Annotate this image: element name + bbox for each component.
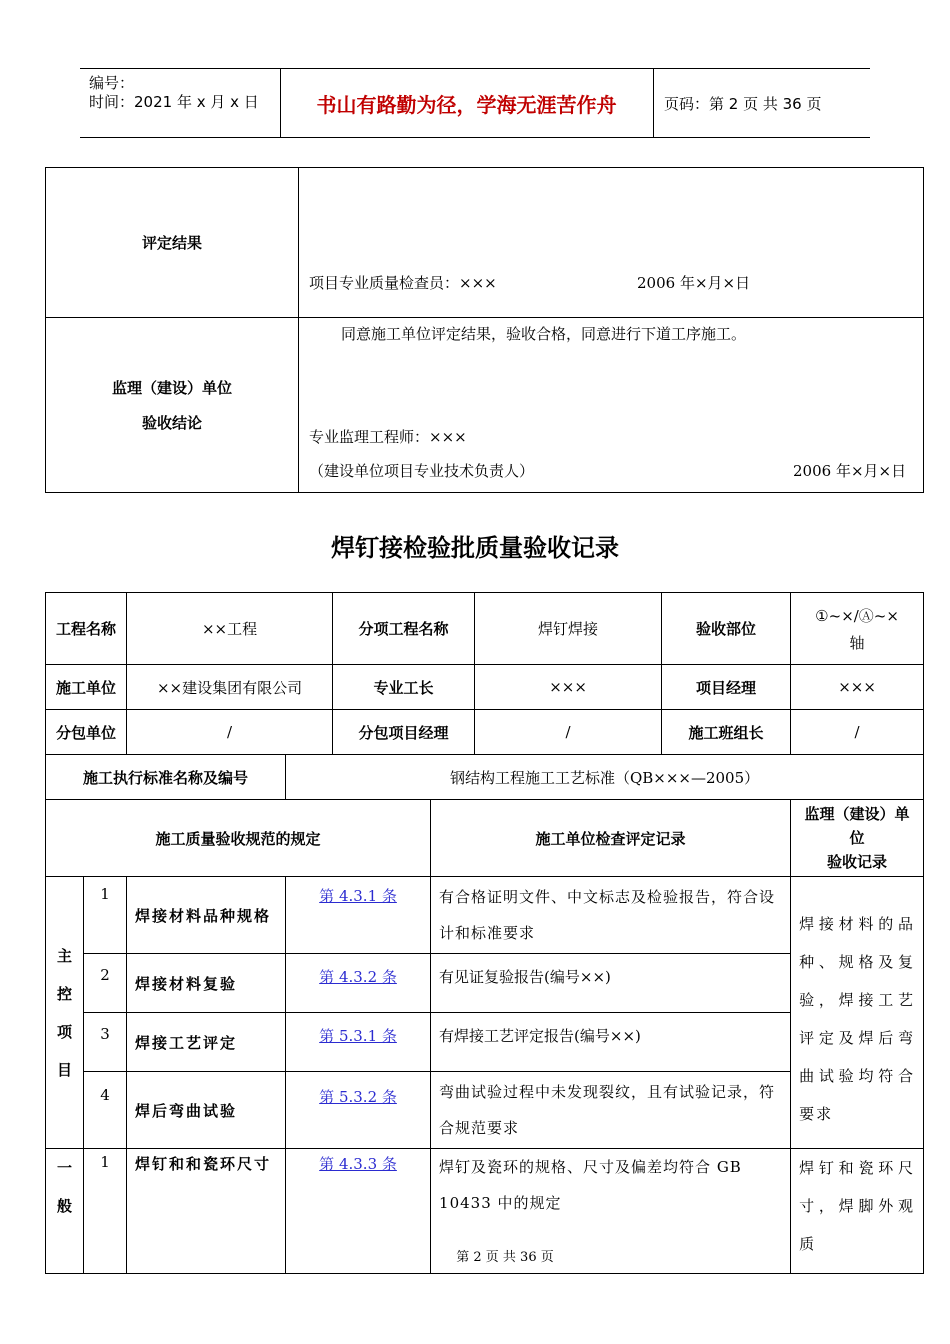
supervision-text: 同意施工单位评定结果，验收合格，同意进行下道工序施工。 [341, 325, 747, 343]
foreman-label: 专业工长 [333, 665, 475, 710]
clause-link[interactable]: 第 4.3.2 条 [319, 968, 397, 986]
main-control-char: 控 [56, 984, 72, 1003]
item-record: 有合格证明文件、中文标志及检验报告，符合设计和标准要求 [431, 877, 791, 954]
supervision-label-line1: 监理（建设）单位 [111, 379, 232, 397]
col-supervision-line1: 监理（建设）单 [804, 805, 910, 823]
col-contractor-record: 施工单位检查评定记录 [431, 800, 791, 877]
accept-part [791, 593, 924, 665]
inspector-line: 项目专业质量检查员：××× [309, 274, 497, 292]
col-supervision-line2: 位 [849, 829, 865, 847]
header-left-cell [80, 69, 281, 137]
item-no: 3 [84, 1013, 127, 1072]
item-no: 1 [84, 1149, 127, 1274]
time-label: 时间：2021 年 x 月 x 日 [89, 93, 259, 111]
project-name: ××工程 [127, 593, 333, 665]
standard: 钢结构工程施工工艺标准（QB×××—2005） [286, 755, 924, 800]
owner-date: 2006 年×月×日 [793, 462, 907, 480]
item-name: 焊钉和和瓷环尺寸 [127, 1149, 286, 1274]
item-no: 1 [84, 877, 127, 954]
page-footer: 第 2 页 共 36 页 [456, 1250, 554, 1265]
team-leader: / [791, 710, 924, 755]
item-record: 焊钉及瓷环的规格、尺寸及偏差均符合 GB 10433 中的规定 [431, 1149, 791, 1274]
item-clause[interactable] [286, 954, 431, 1013]
item-no: 4 [84, 1072, 127, 1149]
item-name: 焊后弯曲试验 [127, 1072, 286, 1149]
pm-label: 项目经理 [662, 665, 791, 710]
item-record: 有焊接工艺评定报告(编号××) [431, 1013, 791, 1072]
pm: ××× [791, 665, 924, 710]
project-name-label: 工程名称 [46, 593, 127, 665]
inspector-date: 2006 年×月×日 [637, 274, 751, 292]
result-label-text: 评定结果 [141, 234, 202, 252]
table-row [46, 877, 924, 954]
accept-part-label: 验收部位 [662, 593, 791, 665]
item-record: 弯曲试验过程中未发现裂纹，且有试验记录，符合规范要求 [431, 1072, 791, 1149]
result-label [46, 168, 299, 318]
clause-link[interactable]: 第 5.3.2 条 [319, 1088, 397, 1106]
sub-project-label: 分项工程名称 [333, 593, 475, 665]
page-info: 页码：第 2 页 共 36 页 [664, 94, 822, 113]
page-header [80, 68, 870, 138]
result-content [299, 168, 924, 318]
supervision-label-line2: 验收结论 [141, 414, 202, 432]
clause-link[interactable]: 第 4.3.1 条 [319, 887, 397, 905]
item-clause[interactable] [286, 1013, 431, 1072]
main-control-label [46, 877, 84, 1149]
accept-part-line1: ①~×/Ⓐ~× [815, 606, 899, 625]
motto: 书山有路勤为径，学海无涯苦作舟 [280, 69, 654, 137]
owner-line: （建设单位项目专业技术负责人） [309, 462, 535, 480]
contractor-label: 施工单位 [46, 665, 127, 710]
item-name: 焊接材料品种规格 [127, 877, 286, 954]
main-control-char: 主 [56, 946, 72, 965]
standard-label: 施工执行标准名称及编号 [46, 755, 286, 800]
evaluation-table [45, 167, 924, 493]
col-supervision-line3: 验收记录 [827, 853, 888, 871]
main-supervision-record: 焊接材料的品种、规格及复验，焊接工艺评定及焊后弯曲试验均符合要求 [791, 877, 924, 1149]
item-clause[interactable] [286, 1072, 431, 1149]
supervision-label [46, 318, 299, 493]
item-clause[interactable] [286, 877, 431, 954]
item-no: 2 [84, 954, 127, 1013]
subcontractor: / [127, 710, 333, 755]
sub-project: 焊钉焊接 [475, 593, 662, 665]
clause-link[interactable]: 第 5.3.1 条 [319, 1027, 397, 1045]
item-name: 焊接材料复验 [127, 954, 286, 1013]
supervision-content [299, 318, 924, 493]
sub-pm-label: 分包项目经理 [333, 710, 475, 755]
team-leader-label: 施工班组长 [662, 710, 791, 755]
item-record: 有见证复验报告(编号××) [431, 954, 791, 1013]
sub-pm: / [475, 710, 662, 755]
main-control-char: 项 [56, 1022, 72, 1041]
main-control-char: 目 [56, 1060, 72, 1079]
clause-link[interactable]: 第 4.3.3 条 [319, 1155, 397, 1173]
record-title: 焊钉接检验批质量验收记录 [331, 534, 619, 562]
general-supervision-record: 焊钉和瓷环尺寸，焊脚外观质 [791, 1149, 924, 1274]
number-label: 编号： [89, 74, 135, 92]
subcontractor-label: 分包单位 [46, 710, 127, 755]
engineer-line: 专业监理工程师：××× [309, 428, 467, 446]
accept-part-line2: 轴 [849, 633, 865, 652]
col-spec: 施工质量验收规范的规定 [46, 800, 431, 877]
item-name: 焊接工艺评定 [127, 1013, 286, 1072]
foreman: ××× [475, 665, 662, 710]
col-supervision [791, 800, 924, 877]
general-char: 般 [56, 1197, 72, 1215]
general-char: 一 [56, 1159, 72, 1177]
record-table [45, 592, 924, 1274]
contractor: ××建设集团有限公司 [127, 665, 333, 710]
